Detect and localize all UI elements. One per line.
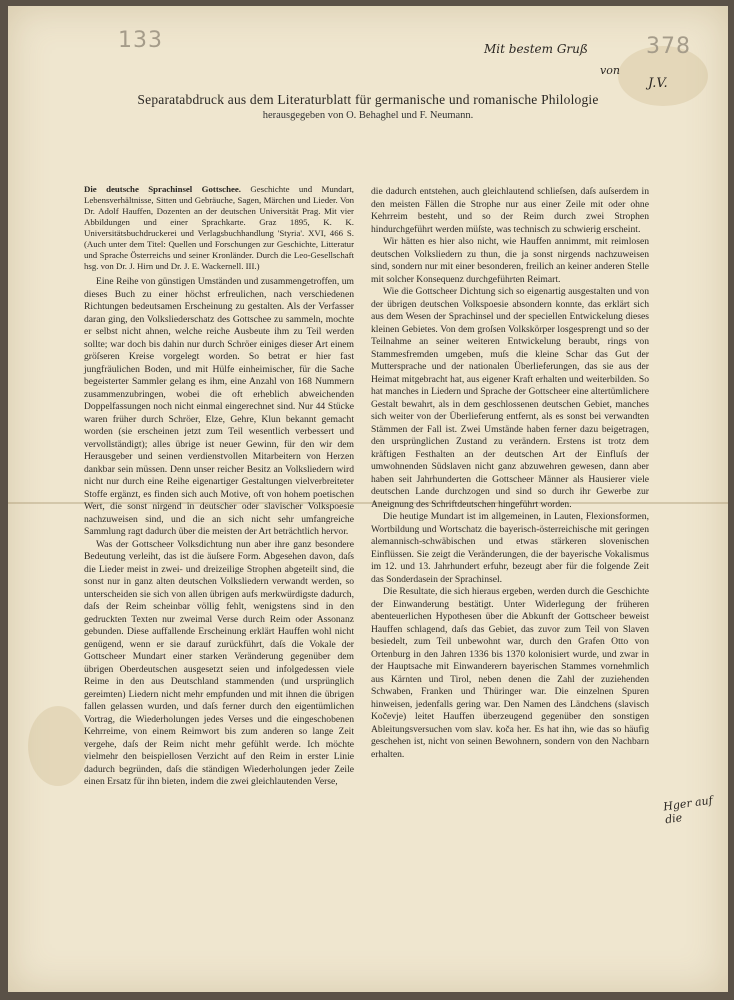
paper-stain: [28, 706, 88, 786]
right-column: [371, 186, 649, 761]
header-title: Separatabdruck aus dem Literaturblatt für germanische und romanische Philologie: [137, 92, 599, 107]
paragraph: Wie die Gottscheer Dichtung sich so eigenartig ausgestalten und von der übrigen deutschen Volkspoesie absondern konnte, das erklärt sich aus dem Wesen der Sprachinsel und der speciellen Entwickelung dieses kleinen Gebietes. Von dem groſsen Volkskörper losgesprengt und so der Teilnahme an seiner weiteren Entwickelung beraubt, rings von Stammesfremden umgeben, muſs die kleine Schar das Gut der Muttersprache und der nationalen Überlieferungen, das sie aus der Heimat mitgebracht hat, aus eigener Kraft erhalten und weiterbilden. So hat manches in Liedern und Sprache der Gottscheer eine altertümlichere Gestalt bewahrt, als in dem geschlossenen deutschen Gebiet, manches sich weiter von der Überlieferung entfernt, als es sonst bei verwandten Stämmen der Fall ist. Zwei Umstände haben ferner dazu beigetragen, den ursprünglichen Zustand zu verändern. Erstens ist trotz dem kräftigen Festhalten an der deutschen Art der Einfluſs der umwohnenden Südslaven nicht ganz abzuwehren gewesen, dann aber haben seit Jahrhunderten die Gottscheer Männer als Hausierer viele deutschen Lande durchzogen und sind so durch ihr Gewerbe zur Aneignung des Schriftdeutschen hingeführt worden.: [371, 286, 649, 510]
pencil-number-right: 378: [646, 34, 691, 59]
document-page: [8, 6, 728, 992]
paragraph: Wir hätten es hier also nicht, wie Hauffen annimmt, mit reimlosen deutschen Volksliedern zu thun, die ja sonst nirgends nachzuweisen sind, sondern nur mit einer besonderen, freilich an keiner anderen Stelle mit solcher Konsequenz durchgeführten Reimart.: [371, 236, 649, 285]
left-column: [84, 184, 354, 789]
review-intro: [84, 184, 354, 272]
handwritten-von: von: [600, 64, 620, 77]
handwritten-initials: J.V.: [648, 76, 668, 91]
handwritten-margin-note: Hger auf die: [662, 793, 714, 827]
paragraph: Die Resultate, die sich hieraus ergeben, werden durch die Geschichte der Einwanderung bestätigt. Unter Widerlegung der früheren abenteuerlichen Hypothesen über die Abkunft der Gottscheer beweist Hauffen schlagend, daſs das Gebiet, das zuvor zum Teil von Slaven besiedelt, zum Teil unbewohnt war, durch den Grafen Otto von Ortenburg in den Jahren 1336 bis 1370 kolonisiert wurde, und zwar in der Hauptsache mit Einwanderern bayerischen Stammes vornehmlich aus Kärnten und Tirol, neben denen die Zahl der zuziehenden Schwaben, Franken und Thüringer war. Die einzelnen Spuren hinweisen, jedenfalls gering war. Den Namen des Ländchens (slavisch Kočevje) leitet Hauffen überzeugend gegenüber den sonstigen Ableitungsversuchen vom slav. koča her. Es hat ihn, wie das so häufig geschehen ist, nicht von seinen Bewohnern, sondern von den Nachbarn erhalten.: [371, 586, 649, 760]
pencil-number-left: 133: [118, 28, 163, 53]
header-subtitle: herausgegeben von O. Behaghel und F. Neumann.: [262, 110, 474, 121]
paragraph: Die heutige Mundart ist im allgemeinen, in Lauten, Flexionsformen, Wortbildung und Wortschatz die bayerisch-österreichische mit geringen alemannisch-schwäbischen und etwas stärkeren slovenischen Einflüssen. Sie zeigt die Veränderungen, die der bayerische Vokalismus im 12. und 13. Jahrhundert erfuhr, bezeugt aber für die folgende Zeit das Sonderdasein der Sprachinsel.: [371, 511, 649, 585]
review-citation: Geschichte und Mundart, Lebensverhältnisse, Sitten und Gebräuche, Sagen, Märchen und Lieder. Von Dr. Adolf Hauffen, Dozenten an der deutschen Universität Prag. Mit vier Abbildungen und einer Sprachkarte. Graz 1895, K. K. Universitätsbuchdruckerei und Verlagsbuchhandlung 'Styria'. XVI, 466 S. (Auch unter dem Titel: Quellen und Forschungen zur Geschichte, Litteratur und Sprache Österreichs und seiner Kronländer. Durch die Leo-Gesellschaft hsg. von Dr. J. Hirn und Dr. J. E. Wackernell. III.): [84, 184, 354, 271]
handwritten-greeting: Mit bestem Gruß: [484, 42, 588, 56]
paragraph: Was der Gottscheer Volksdichtung nun aber ihre ganz besondere Bedeutung verleiht, das ist die äuſsere Form. Abgesehen davon, daſs die Lieder meist in zwei- und dreizeilige Strophen abgeteilt sind, die sonst nur in ganz alten deutschen Volksliedern verwandt werden, so unterscheiden sie sich von allen übrigen aufs merkwürdigste dadurch, daſs der Reim scheinbar völlig fehlt, wenigstens sind in den gedruckten Texten nur zweimal Verse durch Reim oder Assonanz gebunden. Diese auffallende Erscheinung erklärt Hauffen wohl nicht genügend, wenn er sie darauf zurückführt, daſs die Vokale der Gottscheer Mundart einer starken Veränderung gegenüber dem übrigen Oberdeutschen ausgesetzt seien und infolgedessen viele Reime in den aus Deutschland stammenden (und ursprünglich gereimten) Liedern nicht mehr empfunden und mit ihnen die übrigen fallen gelassen wurden, und daſs ferner durch den eigentümlichen Vortrag, die Wiederholungen jedes Verses und die eingeschobenen Kehrreime, von einem Reimwort bis zum anderen so lange Zeit vergehe, daſs der Reim nicht mehr gefühlt werde. Ich möchte vielmehr den beispiellosen Verzicht auf den Reim in erster Linie dadurch begründen, daſs die ständigen Wiederholungen jeder Zeile einen Ersatz für ihn bieten, indem die zwei gleichlautenden Verse,: [84, 538, 354, 787]
paragraph: Eine Reihe von günstigen Umständen und zusammengetroffen, um dieses Buch zu einer höchst erfreulichen, nach verschiedenen Richtungen bedeutsamen Erscheinung zu gestalten. Als der Verfasser daran ging, den Volksliederschatz des Gottschee zu sammeln, mochte er selbst nicht ahnen, welche reiche Ausbeute ihm zu Teil werden sollte; war doch bis dahin nur durch Schröer einiges dieser Art einem gröſseren Kreise vorgelegt worden. So betrat er hier fast jungfräulichen Boden, und mit Hülfe einheimischer, für die Sache begeisterter Sammler gelang es ihm, eine Anzahl von 168 Nummern zusammenzubringen, wobei die oft erheblich abweichenden Doppelfassungen noch nicht einmal eingerechnet sind. Nur 44 Stücke waren früher durch Schröer, Elze, Gehre, Klun bekannt gemacht worden (sie erscheinen jetzt zum Teil wesentlich verbessert und vervollständigt); alles übrige ist neuer Gewinn, für den wir dem Herausgeber und seinen verdienstvollen Mitarbeitern von Herzen dankbar sein müssen. Denn unser reicher Besitz an Volksliedern wird nicht nur durch eine Reihe eigenartiger Gestaltungen vielverbreiteter Stoffe ergänzt, es finden sich auch Motive, oft von hohem poetischen Wert, die sonst nirgend in deutscher oder slavischer Volkspoesie nachzuweisen sind, und die an sich nicht sehr umfangreiche Sammlung ragt dadurch über die meisten der Art beträchtlich hervor.: [84, 276, 354, 537]
paragraph: die dadurch entstehen, auch gleichlautend schlieſsen, daſs auſserdem in den meisten Fällen die Strophe nur aus einer Zeile mit oder ohne Kehrreim besteht, und so der Reim durch zwei Strophen hindurchgeführt werden müſste, was technisch zu schwierig erscheint.: [371, 186, 649, 235]
review-title: Die deutsche Sprachinsel Gottschee.: [84, 184, 241, 194]
